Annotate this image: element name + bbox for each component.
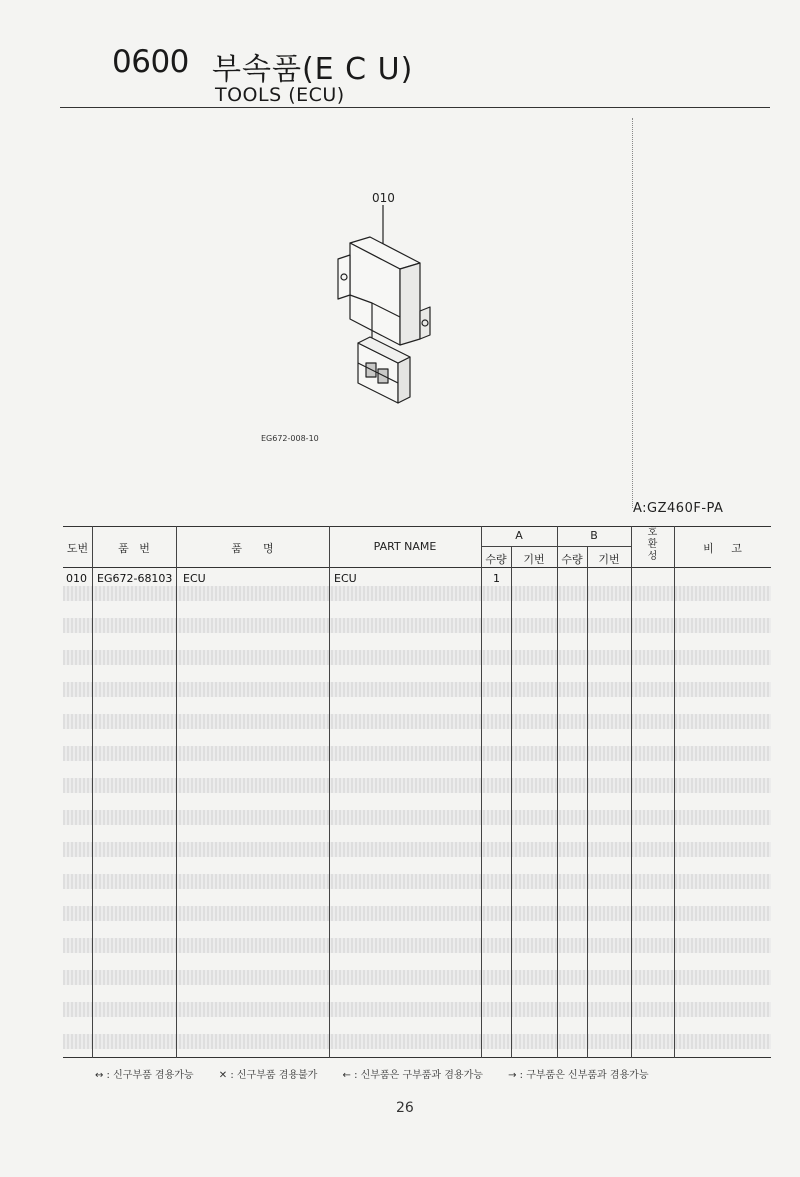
header-group-b: B — [590, 529, 598, 542]
header-part-name-en: PART NAME — [373, 540, 437, 553]
callout-ref-label: 010 — [372, 191, 395, 205]
header-ref-no: 도번 — [66, 542, 89, 555]
row-band — [63, 618, 771, 633]
row-part-no: EG672-68103 — [97, 572, 173, 585]
table-bottom-rule — [63, 1057, 771, 1058]
row-band — [63, 778, 771, 793]
legend-item: ✕ : 신구부품 겸용불가 — [218, 1070, 318, 1081]
page-number: 26 — [396, 1100, 414, 1116]
page-title-korean: 부속품(E C U) — [212, 52, 414, 87]
legend-item: ↔ : 신구부품 겸용가능 — [95, 1070, 194, 1081]
header-group-a: A — [515, 529, 523, 542]
row-band — [63, 842, 771, 857]
col-divider — [674, 526, 675, 1058]
model-label: A:GZ460F-PA — [633, 501, 724, 516]
row-part-name-en: ECU — [334, 572, 357, 585]
row-part-name-ko: ECU — [183, 572, 206, 585]
header-interchange: 호 환 성 — [647, 527, 658, 562]
header-part-no: 품 번 — [118, 542, 150, 555]
row-band — [63, 746, 771, 761]
col-divider — [329, 526, 330, 1058]
row-band — [63, 586, 771, 601]
row-band — [63, 906, 771, 921]
col-divider — [557, 526, 558, 1058]
row-band — [63, 970, 771, 985]
col-divider — [92, 526, 93, 1058]
row-band — [63, 874, 771, 889]
col-divider — [176, 526, 177, 1058]
row-qty-a: 1 — [493, 572, 500, 585]
header-part-name-ko: 품 명 — [231, 542, 274, 555]
row-band — [63, 714, 771, 729]
col-divider — [511, 546, 512, 1058]
row-band — [63, 1034, 771, 1049]
interchange-legend — [95, 1066, 671, 1081]
row-band — [63, 650, 771, 665]
section-code: 0600 — [112, 44, 189, 80]
col-divider — [587, 546, 588, 1058]
header-remarks: 비 고 — [703, 542, 742, 555]
header-qty-a: 수량 — [485, 553, 507, 566]
row-band — [63, 1002, 771, 1017]
col-divider — [481, 526, 482, 1058]
row-band — [63, 938, 771, 953]
ecu-illustration — [300, 185, 460, 425]
header-base-b: 기번 — [598, 553, 620, 566]
row-band — [63, 682, 771, 697]
row-ref-no: 010 — [66, 572, 87, 585]
legend-item: → : 구부품은 신부품과 겸용가능 — [508, 1070, 649, 1081]
header-qty-b: 수량 — [561, 553, 583, 566]
row-band — [63, 810, 771, 825]
figure-code: EG672-008-10 — [261, 434, 319, 443]
header-base-a: 기번 — [523, 553, 545, 566]
page-title-english: TOOLS (ECU) — [215, 84, 345, 106]
legend-item: ← : 신부품은 구부품과 겸용가능 — [342, 1070, 483, 1081]
group-subheader-rule — [481, 546, 631, 547]
illustration-divider — [632, 118, 633, 508]
col-divider — [631, 526, 632, 1058]
parts-table — [63, 526, 771, 1058]
table-header-rule — [63, 567, 771, 568]
header-rule — [60, 107, 770, 108]
